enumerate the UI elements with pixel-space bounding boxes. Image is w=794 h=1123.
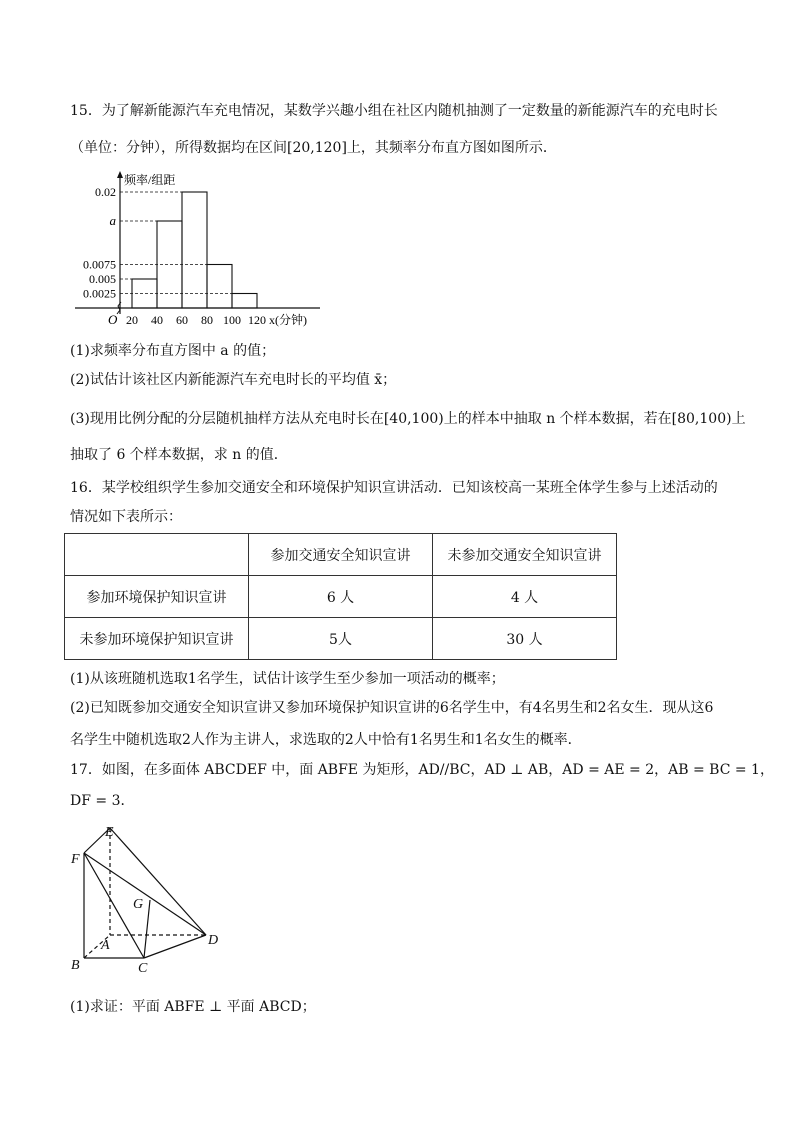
x-tick-label: 60	[176, 313, 188, 327]
q15-sub2: (2)试估计该社区内新能源汽车充电时长的平均值 x̄；	[70, 372, 397, 388]
edge-CD	[144, 935, 206, 958]
table-cell: 未参加环境保护知识宣讲	[65, 618, 249, 660]
edge-FD	[84, 853, 206, 935]
q17-line2: DF = 3．	[70, 793, 135, 809]
table-cell: 5人	[249, 618, 433, 660]
y-tick-label: 0.005	[89, 272, 116, 286]
y-tick-label: a	[109, 213, 116, 228]
q15-sub1: (1)求频率分布直方图中 a 的值；	[70, 343, 276, 359]
q16-line2: 情况如下表所示：	[70, 509, 182, 525]
q17-sub1: (1)求证：平面 ABFE ⊥ 平面 ABCD；	[70, 999, 316, 1015]
vertex-label: F	[71, 852, 80, 867]
x-tick-label: 20	[126, 313, 138, 327]
q16-line1: 16．某学校组织学生参加交通安全和环境保护知识宣讲活动．已知该校高一某班全体学生参与上述活动的	[70, 480, 718, 496]
vertex-label: C	[138, 961, 148, 976]
x-tick-label: 40	[151, 313, 163, 327]
q16-sub2b: 名学生中随机选取2人作为主讲人，求选取的2人中恰有1名男生和1名女生的概率．	[70, 732, 582, 748]
y-tick-label: 0.0025	[83, 286, 116, 301]
table-cell: 参加环境保护知识宣讲	[65, 576, 249, 618]
segment-GC	[144, 900, 150, 958]
polyhedron-figure	[68, 820, 238, 980]
frequency-histogram	[70, 168, 330, 330]
histogram-bar	[182, 192, 207, 308]
x-tick-label: 120	[248, 313, 266, 327]
vertex-label: A	[101, 938, 110, 953]
vertex-label: B	[71, 958, 80, 973]
vertex-label: E	[105, 825, 114, 840]
q15-line1: 15．为了解新能源汽车充电情况，某数学兴趣小组在社区内随机抽测了一定数量的新能源汽车的充电时长	[70, 103, 718, 119]
q16-sub1: (1)从该班随机选取1名学生，试估计该学生至少参加一项活动的概率；	[70, 671, 505, 687]
table-cell: 4 人	[433, 576, 617, 618]
x-tick-label: 80	[201, 313, 213, 327]
y-axis-label: 频率/组距	[124, 173, 176, 187]
origin-label: O	[108, 312, 118, 327]
table-header-cell: 参加交通安全知识宣讲	[249, 534, 433, 576]
y-tick-label: 0.02	[95, 185, 116, 199]
q15-sub3a: (3)现用比例分配的分层随机抽样方法从充电时长在[40,100)上的样本中抽取 n 个样本数据，若在[80,100)上	[70, 411, 746, 427]
x-axis-label: x(分钟)	[269, 313, 307, 327]
y-axis-arrow	[117, 171, 123, 178]
vertex-label: D	[208, 933, 219, 948]
histogram-marks	[75, 171, 320, 327]
table-row	[65, 618, 617, 660]
vertex-label: G	[133, 897, 144, 912]
participation-table	[64, 533, 617, 660]
table-header-row	[65, 534, 617, 576]
q17-line1: 17．如图，在多面体 ABCDEF 中，面 ABFE 为矩形，AD//BC，AD ⊥ AB，AD = AE = 2，AB = BC = 1，	[70, 762, 774, 778]
table-row	[65, 576, 617, 618]
table-header-cell	[65, 534, 249, 576]
q15-sub3b: 抽取了 6 个样本数据，求 n 的值．	[70, 447, 288, 463]
q15-line2: （单位：分钟），所得数据均在区间[20,120]上，其频率分布直方图如图所示．	[70, 140, 557, 156]
table-cell: 30 人	[433, 618, 617, 660]
y-tick-label: 0.0075	[83, 257, 116, 272]
x-tick-label: 100	[223, 313, 241, 327]
histogram-bar	[207, 265, 232, 309]
table-cell: 6 人	[249, 576, 433, 618]
table-header-cell: 未参加交通安全知识宣讲	[433, 534, 617, 576]
edge-ED	[110, 828, 206, 935]
q16-sub2a: (2)已知既参加交通安全知识宣讲又参加环境保护知识宣讲的6名学生中，有4名男生和2名女生．现从这6	[70, 700, 714, 716]
histogram-bar	[232, 294, 257, 309]
